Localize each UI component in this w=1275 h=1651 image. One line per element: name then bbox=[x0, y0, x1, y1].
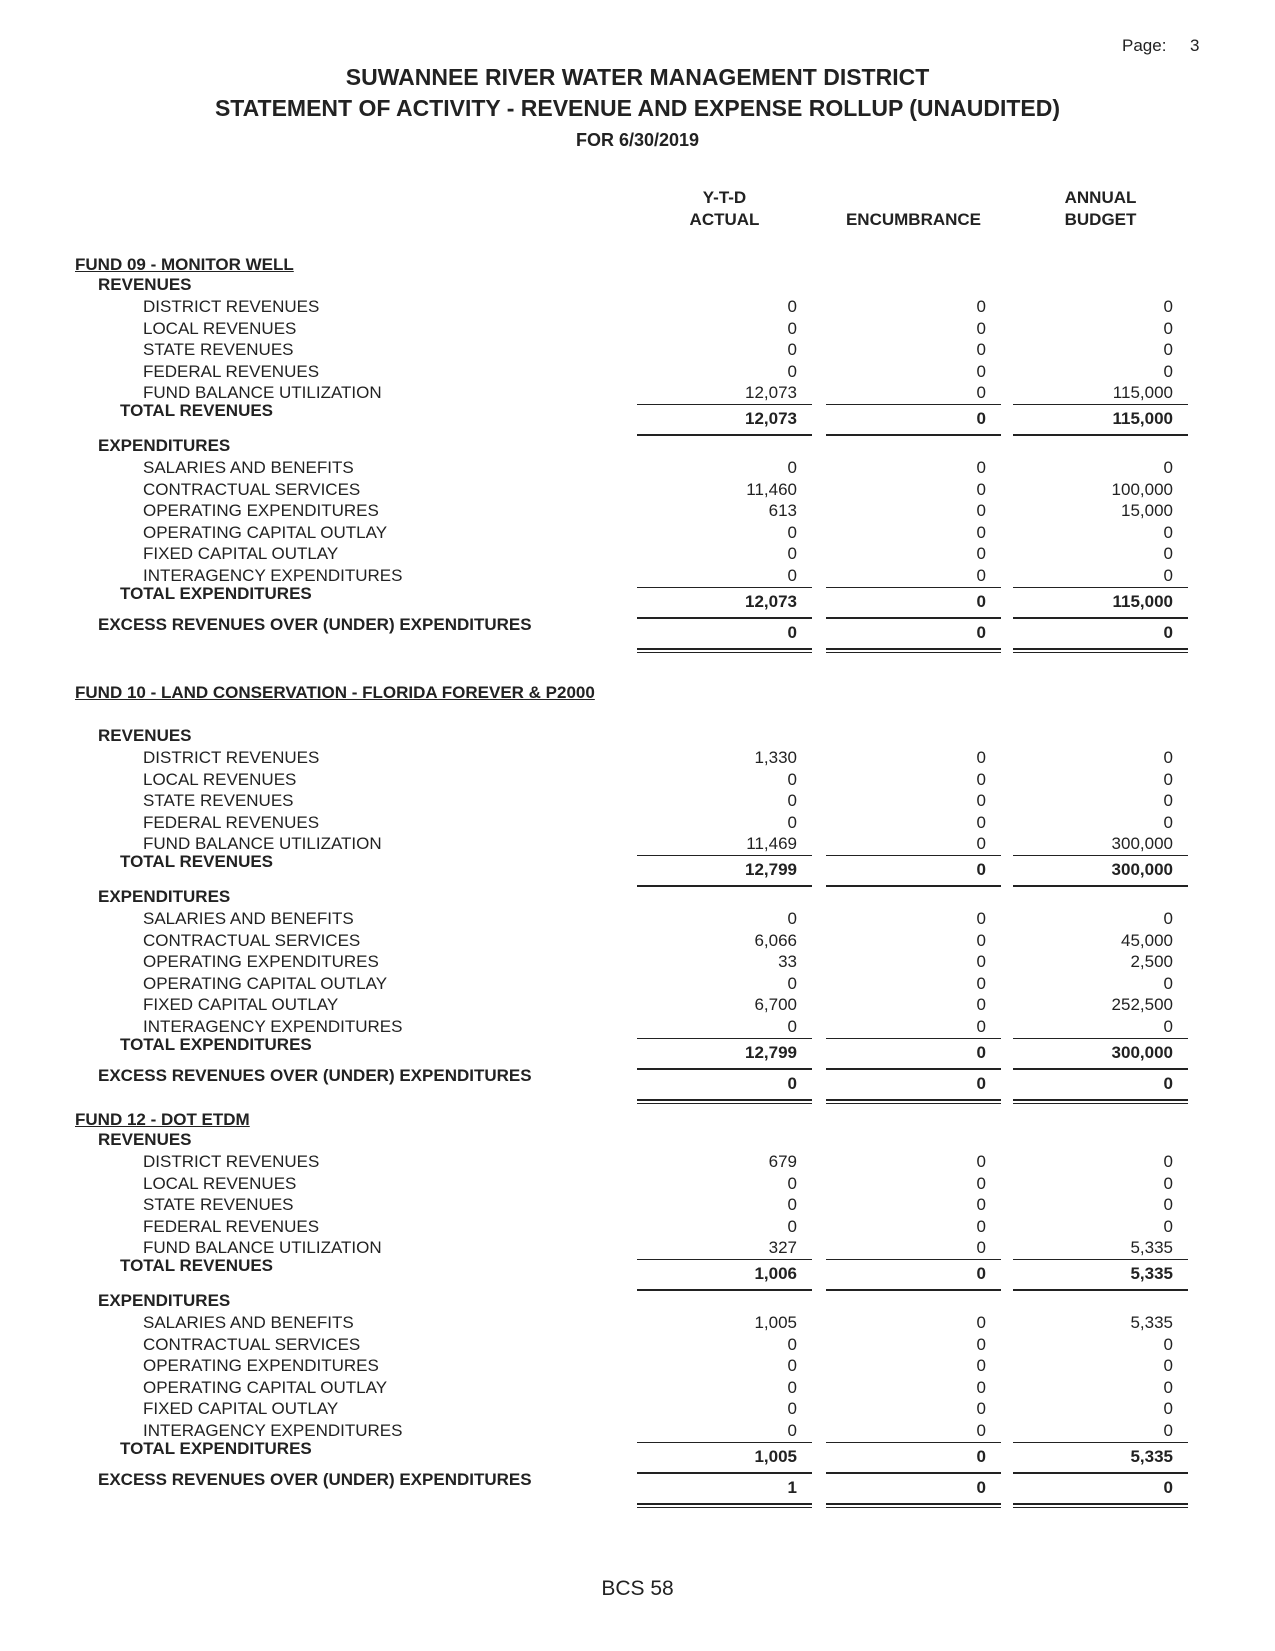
column-header-budget-line2: BUDGET bbox=[1064, 210, 1137, 229]
total-rule bbox=[1013, 1472, 1188, 1474]
total-rule bbox=[1013, 617, 1188, 619]
expenditure-line-encumbrance: 0 bbox=[976, 566, 986, 585]
total-expenditures-ytd: 1,005 bbox=[754, 1446, 797, 1466]
revenues-heading: REVENUES bbox=[98, 726, 192, 745]
total-rule bbox=[826, 434, 1001, 436]
double-rule bbox=[637, 1099, 812, 1101]
excess-label: EXCESS REVENUES OVER (UNDER) EXPENDITURES bbox=[98, 614, 532, 634]
expenditure-line-label: OPERATING CAPITAL OUTLAY bbox=[143, 973, 388, 993]
subtotal-rule bbox=[826, 1259, 1001, 1260]
revenue-line-encumbrance: 0 bbox=[976, 834, 986, 854]
double-rule bbox=[826, 1503, 1001, 1505]
revenue-line-encumbrance: 0 bbox=[976, 1152, 986, 1171]
revenue-line-encumbrance: 0 bbox=[976, 812, 986, 832]
double-rule bbox=[826, 1103, 1001, 1104]
total-expenditures-budget: 300,000 bbox=[1111, 1042, 1173, 1062]
expenditure-line-encumbrance: 0 bbox=[976, 1313, 986, 1332]
revenue-line-ytd: 1,330 bbox=[754, 748, 797, 767]
expenditure-line-budget: 45,000 bbox=[1121, 930, 1173, 950]
expenditure-line-label: FIXED CAPITAL OUTLAY bbox=[143, 544, 339, 564]
column-header-ytd-line2: ACTUAL bbox=[689, 210, 760, 229]
subtotal-rule bbox=[826, 404, 1001, 405]
double-rule bbox=[1013, 1099, 1188, 1101]
revenue-line-ytd: 0 bbox=[787, 1216, 797, 1236]
double-rule bbox=[1013, 648, 1188, 650]
expenditure-line-ytd: 0 bbox=[787, 1356, 797, 1376]
expenditure-line-budget: 0 bbox=[1163, 522, 1173, 542]
subtotal-rule bbox=[637, 587, 812, 588]
total-revenues-encumbrance: 0 bbox=[976, 409, 986, 428]
total-rule bbox=[826, 885, 1001, 887]
subtotal-rule bbox=[826, 1038, 1001, 1039]
revenue-line-encumbrance: 0 bbox=[976, 1216, 986, 1236]
total-expenditures-encumbrance: 0 bbox=[976, 1446, 986, 1466]
revenue-line-label: LOCAL REVENUES bbox=[143, 1173, 297, 1193]
revenue-line-encumbrance: 0 bbox=[976, 1173, 986, 1193]
total-rule bbox=[637, 885, 812, 887]
revenue-line-ytd: 0 bbox=[787, 812, 797, 832]
expenditure-line-label: INTERAGENCY EXPENDITURES bbox=[143, 566, 403, 585]
expenditure-line-encumbrance: 0 bbox=[976, 479, 986, 499]
total-rule bbox=[826, 1472, 1001, 1474]
expenditure-line-encumbrance: 0 bbox=[976, 1399, 986, 1419]
subtotal-rule bbox=[1013, 1259, 1188, 1260]
total-rule bbox=[637, 434, 812, 436]
revenue-line-budget: 0 bbox=[1163, 791, 1173, 811]
double-rule bbox=[637, 652, 812, 653]
revenue-line-encumbrance: 0 bbox=[976, 297, 986, 316]
footer-code: BCS 58 bbox=[601, 1577, 674, 1600]
expenditure-line-budget: 252,500 bbox=[1111, 995, 1173, 1015]
subtotal-rule bbox=[826, 587, 1001, 588]
double-rule bbox=[637, 1507, 812, 1508]
revenue-line-label: DISTRICT REVENUES bbox=[143, 297, 320, 316]
total-rule bbox=[826, 617, 1001, 619]
double-rule bbox=[1013, 652, 1188, 653]
expenditure-line-encumbrance: 0 bbox=[976, 973, 986, 993]
expenditure-line-ytd: 0 bbox=[787, 1017, 797, 1036]
revenue-line-budget: 300,000 bbox=[1111, 834, 1173, 854]
total-expenditures-ytd: 12,073 bbox=[745, 591, 797, 611]
revenue-line-label: FEDERAL REVENUES bbox=[143, 361, 320, 381]
revenues-heading: REVENUES bbox=[98, 275, 192, 294]
revenue-line-label: DISTRICT REVENUES bbox=[143, 748, 320, 767]
expenditure-line-encumbrance: 0 bbox=[976, 501, 986, 521]
expenditure-line-encumbrance: 0 bbox=[976, 522, 986, 542]
total-expenditures-ytd: 12,799 bbox=[745, 1042, 797, 1062]
expenditure-line-budget: 2,500 bbox=[1130, 952, 1173, 972]
subtotal-rule bbox=[1013, 404, 1188, 405]
column-header-encumbrance: ENCUMBRANCE bbox=[845, 210, 982, 229]
revenue-line-ytd: 679 bbox=[768, 1152, 797, 1171]
revenue-line-budget: 0 bbox=[1163, 1195, 1173, 1215]
total-rule bbox=[1013, 434, 1188, 436]
total-expenditures-encumbrance: 0 bbox=[976, 591, 986, 611]
revenue-line-ytd: 0 bbox=[787, 361, 797, 381]
expenditure-line-label: OPERATING CAPITAL OUTLAY bbox=[143, 522, 388, 542]
fund-title: FUND 10 - LAND CONSERVATION - FLORIDA FOREVER & P2000 bbox=[75, 683, 595, 702]
revenue-line-encumbrance: 0 bbox=[976, 383, 986, 403]
excess-label: EXCESS REVENUES OVER (UNDER) EXPENDITURES bbox=[98, 1065, 532, 1085]
revenue-line-ytd: 0 bbox=[787, 297, 797, 316]
revenue-line-encumbrance: 0 bbox=[976, 318, 986, 338]
expenditure-line-ytd: 0 bbox=[787, 522, 797, 542]
expenditure-line-ytd: 0 bbox=[787, 544, 797, 564]
expenditure-line-ytd: 33 bbox=[778, 952, 797, 972]
total-expenditures-budget: 5,335 bbox=[1130, 1446, 1173, 1466]
total-rule bbox=[1013, 1068, 1188, 1070]
district-title: SUWANNEE RIVER WATER MANAGEMENT DISTRICT bbox=[345, 64, 930, 90]
fund-title: FUND 09 - MONITOR WELL bbox=[75, 255, 294, 274]
excess-ytd: 0 bbox=[787, 1073, 797, 1093]
total-rule bbox=[1013, 885, 1188, 887]
expenditure-line-ytd: 1,005 bbox=[754, 1313, 797, 1332]
column-header-budget-line1: ANNUAL bbox=[1064, 188, 1137, 207]
double-rule bbox=[1013, 1503, 1188, 1505]
revenue-line-label: LOCAL REVENUES bbox=[143, 318, 297, 338]
subtotal-rule bbox=[637, 1038, 812, 1039]
total-rule bbox=[637, 1289, 812, 1291]
expenditure-line-encumbrance: 0 bbox=[976, 1377, 986, 1397]
revenue-line-ytd: 11,469 bbox=[746, 834, 797, 854]
revenue-line-label: STATE REVENUES bbox=[143, 791, 294, 811]
subtotal-rule bbox=[1013, 855, 1188, 856]
revenue-line-label: LOCAL REVENUES bbox=[143, 769, 297, 789]
expenditure-line-label: CONTRACTUAL SERVICES bbox=[143, 930, 361, 950]
expenditure-line-ytd: 0 bbox=[787, 1399, 797, 1419]
revenue-line-label: DISTRICT REVENUES bbox=[143, 1152, 320, 1171]
total-revenues-encumbrance: 0 bbox=[976, 1264, 986, 1283]
revenue-line-budget: 0 bbox=[1163, 1216, 1173, 1236]
expenditure-line-label: CONTRACTUAL SERVICES bbox=[143, 1334, 361, 1354]
revenue-line-ytd: 327 bbox=[768, 1238, 797, 1258]
double-rule bbox=[1013, 1103, 1188, 1104]
total-expenditures-budget: 115,000 bbox=[1112, 591, 1173, 611]
expenditure-line-ytd: 613 bbox=[768, 501, 797, 521]
expenditure-line-budget: 0 bbox=[1163, 973, 1173, 993]
revenue-line-label: FEDERAL REVENUES bbox=[143, 1216, 320, 1236]
excess-encumbrance: 0 bbox=[976, 622, 986, 642]
expenditure-line-budget: 0 bbox=[1163, 1421, 1173, 1440]
subtotal-rule bbox=[1013, 1442, 1188, 1443]
expenditure-line-encumbrance: 0 bbox=[976, 930, 986, 950]
expenditure-line-label: SALARIES AND BENEFITS bbox=[143, 1313, 354, 1332]
expenditure-line-label: FIXED CAPITAL OUTLAY bbox=[143, 1399, 339, 1419]
page-label: Page: bbox=[1122, 36, 1167, 55]
excess-encumbrance: 0 bbox=[976, 1073, 986, 1093]
total-rule bbox=[637, 1472, 812, 1474]
fund-title: FUND 12 - DOT ETDM bbox=[75, 1110, 250, 1129]
expenditure-line-encumbrance: 0 bbox=[976, 1017, 986, 1036]
revenue-line-ytd: 0 bbox=[787, 1173, 797, 1193]
expenditure-line-label: CONTRACTUAL SERVICES bbox=[143, 479, 361, 499]
total-revenues-budget: 115,000 bbox=[1112, 409, 1173, 428]
subtotal-rule bbox=[637, 404, 812, 405]
double-rule bbox=[637, 1503, 812, 1505]
total-revenues-label: TOTAL REVENUES bbox=[120, 1256, 274, 1275]
expenditure-line-ytd: 0 bbox=[787, 1334, 797, 1354]
expenditure-line-ytd: 6,066 bbox=[754, 930, 797, 950]
expenditure-line-label: FIXED CAPITAL OUTLAY bbox=[143, 995, 339, 1015]
revenue-line-label: FUND BALANCE UTILIZATION bbox=[143, 834, 382, 854]
total-rule bbox=[637, 1068, 812, 1070]
expenditure-line-budget: 0 bbox=[1163, 1356, 1173, 1376]
revenue-line-budget: 0 bbox=[1163, 297, 1173, 316]
revenue-line-ytd: 12,073 bbox=[745, 383, 797, 403]
excess-label: EXCESS REVENUES OVER (UNDER) EXPENDITURES bbox=[98, 1469, 532, 1489]
revenue-line-budget: 0 bbox=[1163, 769, 1173, 789]
excess-budget: 0 bbox=[1163, 1477, 1173, 1497]
expenditure-line-budget: 0 bbox=[1163, 1377, 1173, 1397]
expenditure-line-label: SALARIES AND BENEFITS bbox=[143, 909, 354, 928]
revenue-line-label: STATE REVENUES bbox=[143, 340, 294, 360]
double-rule bbox=[826, 1507, 1001, 1508]
revenue-line-ytd: 0 bbox=[787, 791, 797, 811]
revenue-line-ytd: 0 bbox=[787, 340, 797, 360]
expenditure-line-budget: 0 bbox=[1163, 1334, 1173, 1354]
total-rule bbox=[1013, 1289, 1188, 1291]
total-expenditures-encumbrance: 0 bbox=[976, 1042, 986, 1062]
revenue-line-encumbrance: 0 bbox=[976, 769, 986, 789]
expenditure-line-label: OPERATING CAPITAL OUTLAY bbox=[143, 1377, 388, 1397]
expenditure-line-encumbrance: 0 bbox=[976, 909, 986, 928]
revenue-line-ytd: 0 bbox=[787, 1195, 797, 1215]
revenue-line-label: FUND BALANCE UTILIZATION bbox=[143, 1238, 382, 1258]
expenditure-line-label: INTERAGENCY EXPENDITURES bbox=[143, 1017, 403, 1036]
revenue-line-budget: 5,335 bbox=[1130, 1238, 1173, 1258]
expenditure-line-budget: 0 bbox=[1163, 544, 1173, 564]
expenditure-line-label: INTERAGENCY EXPENDITURES bbox=[143, 1421, 403, 1440]
subtotal-rule bbox=[1013, 1038, 1188, 1039]
expenditure-line-budget: 15,000 bbox=[1121, 501, 1173, 521]
total-revenues-label: TOTAL REVENUES bbox=[120, 401, 274, 420]
expenditure-line-budget: 0 bbox=[1163, 909, 1173, 928]
excess-ytd: 1 bbox=[787, 1477, 797, 1497]
total-revenues-budget: 300,000 bbox=[1111, 860, 1173, 879]
revenue-line-encumbrance: 0 bbox=[976, 791, 986, 811]
subtotal-rule bbox=[637, 1442, 812, 1443]
column-header-ytd-actual bbox=[637, 187, 812, 231]
revenue-line-encumbrance: 0 bbox=[976, 361, 986, 381]
expenditure-line-ytd: 0 bbox=[787, 566, 797, 585]
total-expenditures-label: TOTAL EXPENDITURES bbox=[120, 1438, 312, 1458]
expenditure-line-budget: 0 bbox=[1163, 458, 1173, 477]
revenue-line-label: FEDERAL REVENUES bbox=[143, 812, 320, 832]
expenditure-line-label: OPERATING EXPENDITURES bbox=[143, 952, 379, 972]
excess-budget: 0 bbox=[1163, 1073, 1173, 1093]
expenditure-line-encumbrance: 0 bbox=[976, 995, 986, 1015]
expenditure-line-label: OPERATING EXPENDITURES bbox=[143, 501, 379, 521]
expenditure-line-ytd: 0 bbox=[787, 973, 797, 993]
revenue-line-encumbrance: 0 bbox=[976, 340, 986, 360]
period-title: FOR 6/30/2019 bbox=[575, 130, 700, 150]
column-header-ytd-line1: Y-T-D bbox=[702, 188, 747, 207]
expenditure-line-label: SALARIES AND BENEFITS bbox=[143, 458, 354, 477]
subtotal-rule bbox=[637, 855, 812, 856]
total-expenditures-label: TOTAL EXPENDITURES bbox=[120, 1034, 312, 1054]
revenue-line-budget: 0 bbox=[1163, 340, 1173, 360]
expenditure-line-ytd: 0 bbox=[787, 458, 797, 477]
revenue-line-encumbrance: 0 bbox=[976, 1238, 986, 1258]
expenditure-line-encumbrance: 0 bbox=[976, 458, 986, 477]
revenue-line-budget: 115,000 bbox=[1112, 383, 1173, 403]
expenditure-line-ytd: 0 bbox=[787, 1421, 797, 1440]
total-revenues-ytd: 1,006 bbox=[754, 1264, 797, 1283]
revenue-line-encumbrance: 0 bbox=[976, 1195, 986, 1215]
expenditure-line-encumbrance: 0 bbox=[976, 1334, 986, 1354]
revenues-heading: REVENUES bbox=[98, 1130, 192, 1149]
revenue-line-budget: 0 bbox=[1163, 1152, 1173, 1171]
expenditure-line-encumbrance: 0 bbox=[976, 544, 986, 564]
subtotal-rule bbox=[826, 1442, 1001, 1443]
revenue-line-budget: 0 bbox=[1163, 812, 1173, 832]
double-rule bbox=[637, 1103, 812, 1104]
expenditure-line-budget: 5,335 bbox=[1130, 1313, 1173, 1332]
excess-budget: 0 bbox=[1163, 622, 1173, 642]
total-rule bbox=[826, 1068, 1001, 1070]
total-revenues-label: TOTAL REVENUES bbox=[120, 852, 274, 871]
revenue-line-ytd: 0 bbox=[787, 318, 797, 338]
expenditure-line-ytd: 6,700 bbox=[754, 995, 797, 1015]
total-revenues-ytd: 12,073 bbox=[745, 409, 797, 428]
revenue-line-label: STATE REVENUES bbox=[143, 1195, 294, 1215]
total-expenditures-label: TOTAL EXPENDITURES bbox=[120, 583, 312, 603]
total-revenues-encumbrance: 0 bbox=[976, 860, 986, 879]
expenditure-line-label: OPERATING EXPENDITURES bbox=[143, 1356, 379, 1376]
expenditures-heading: EXPENDITURES bbox=[98, 436, 231, 455]
column-header-annual-budget bbox=[1013, 187, 1188, 231]
expenditures-heading: EXPENDITURES bbox=[98, 1291, 231, 1310]
expenditures-heading: EXPENDITURES bbox=[98, 887, 231, 906]
revenue-line-ytd: 0 bbox=[787, 769, 797, 789]
double-rule bbox=[1013, 1507, 1188, 1508]
expenditure-line-budget: 0 bbox=[1163, 1017, 1173, 1036]
subtotal-rule bbox=[1013, 587, 1188, 588]
double-rule bbox=[826, 648, 1001, 650]
total-rule bbox=[826, 1289, 1001, 1291]
double-rule bbox=[826, 1099, 1001, 1101]
expenditure-line-ytd: 0 bbox=[787, 909, 797, 928]
revenue-line-label: FUND BALANCE UTILIZATION bbox=[143, 383, 382, 403]
revenue-line-budget: 0 bbox=[1163, 1173, 1173, 1193]
double-rule bbox=[826, 652, 1001, 653]
expenditure-line-budget: 0 bbox=[1163, 1399, 1173, 1419]
double-rule bbox=[637, 648, 812, 650]
expenditure-line-encumbrance: 0 bbox=[976, 1421, 986, 1440]
expenditure-line-ytd: 11,460 bbox=[746, 479, 797, 499]
revenue-line-budget: 0 bbox=[1163, 361, 1173, 381]
excess-encumbrance: 0 bbox=[976, 1477, 986, 1497]
expenditure-line-ytd: 0 bbox=[787, 1377, 797, 1397]
revenue-line-encumbrance: 0 bbox=[976, 748, 986, 767]
revenue-line-budget: 0 bbox=[1163, 318, 1173, 338]
page-number: 3 bbox=[1190, 36, 1200, 55]
total-revenues-ytd: 12,799 bbox=[745, 860, 797, 879]
subtotal-rule bbox=[637, 1259, 812, 1260]
expenditure-line-encumbrance: 0 bbox=[976, 952, 986, 972]
total-rule bbox=[637, 617, 812, 619]
total-revenues-budget: 5,335 bbox=[1130, 1264, 1173, 1283]
expenditure-line-encumbrance: 0 bbox=[976, 1356, 986, 1376]
expenditure-line-budget: 100,000 bbox=[1111, 479, 1173, 499]
revenue-line-budget: 0 bbox=[1163, 748, 1173, 767]
subtotal-rule bbox=[826, 855, 1001, 856]
expenditure-line-budget: 0 bbox=[1163, 566, 1173, 585]
statement-title: STATEMENT OF ACTIVITY - REVENUE AND EXPENSE ROLLUP (UNAUDITED) bbox=[214, 95, 1061, 121]
excess-ytd: 0 bbox=[787, 622, 797, 642]
